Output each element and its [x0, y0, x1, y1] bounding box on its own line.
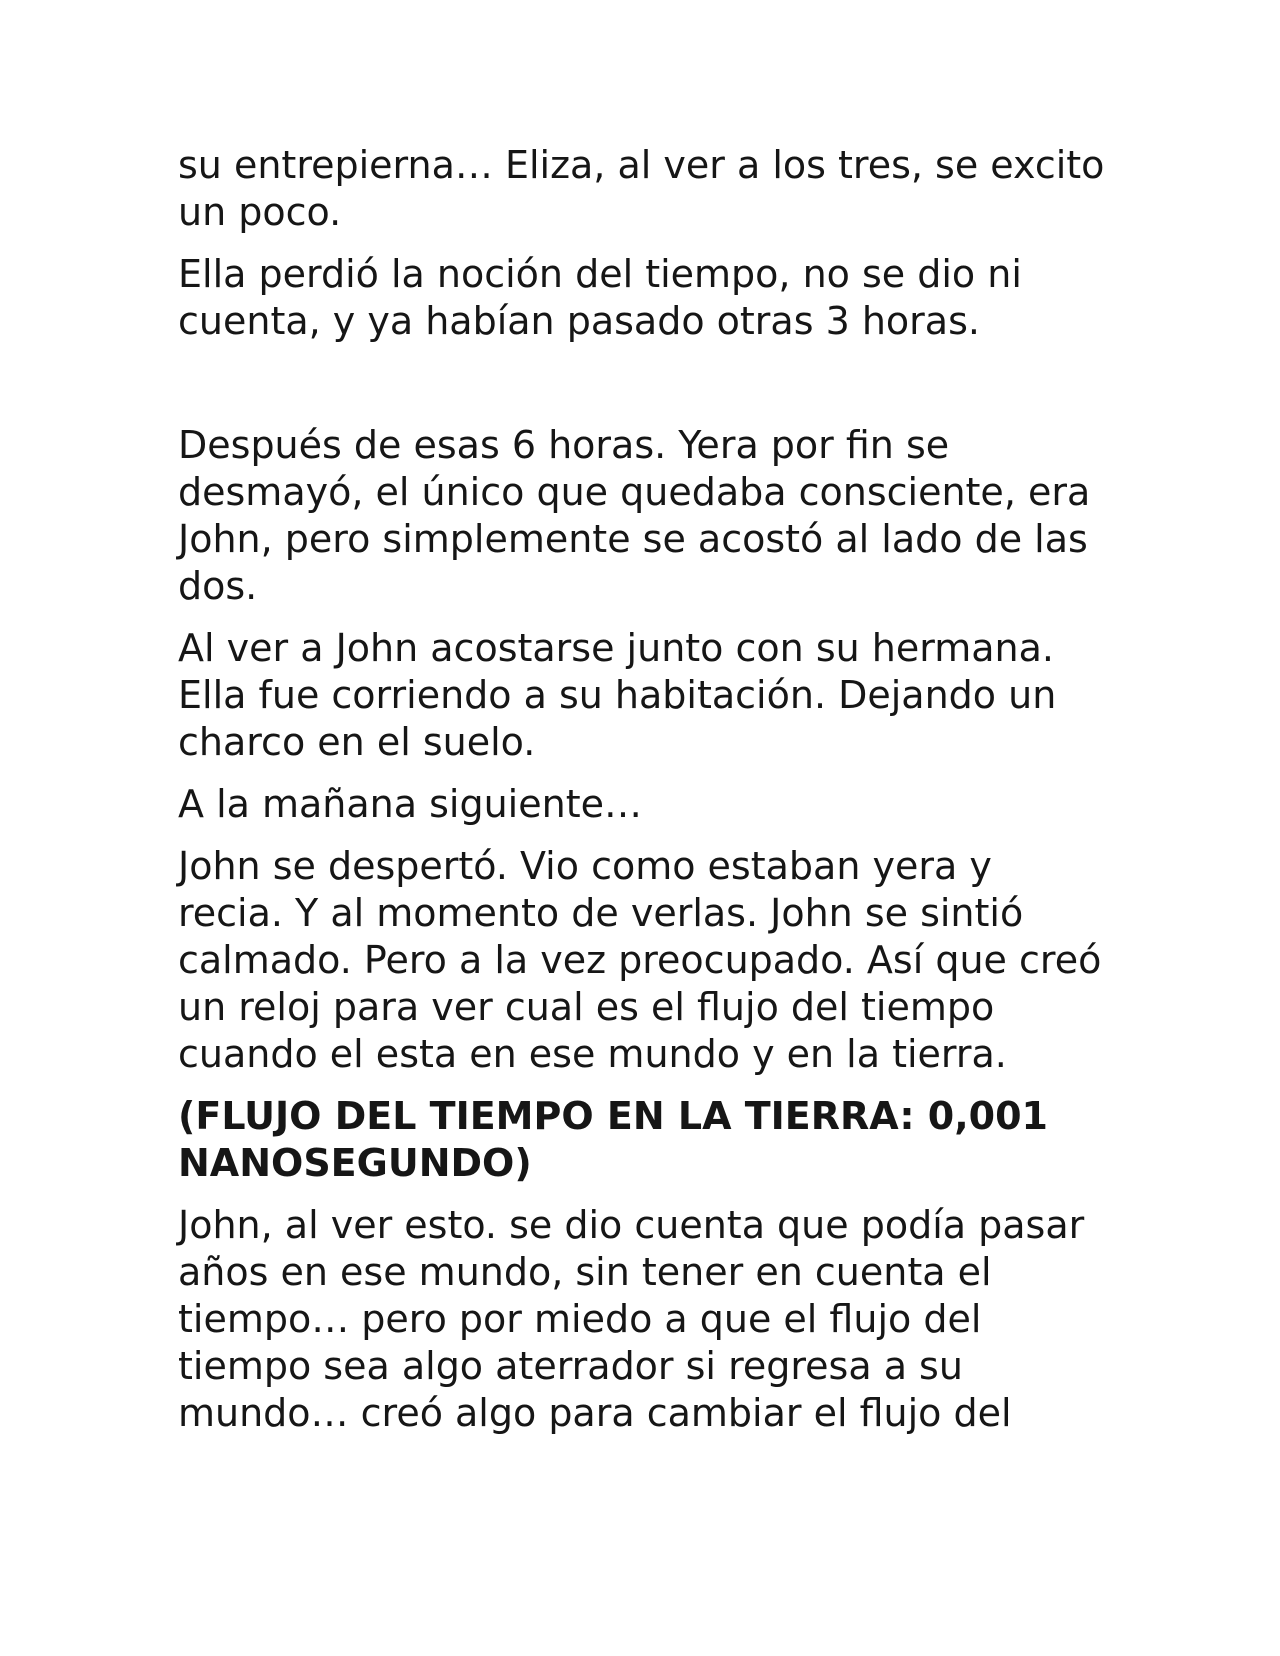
paragraph-6: John se despertó. Vio como estaban yera y recia. Y al momento de verlas. John se sintió calmado. Pero a la vez preocupado. Así que creó un reloj para ver cual es el flujo del tiempo cuando el esta en ese mundo y en la tierra.	[178, 844, 1102, 1076]
paragraph-3: Después de esas 6 horas. Yera por fin se desmayó, el único que quedaba consciente, era John, pero simplemente se acostó al lado de las dos.	[178, 423, 1091, 608]
paragraph-1: su entrepierna… Eliza, al ver a los tres, se excito un poco.	[178, 143, 1105, 234]
paragraph-4: Al ver a John acostarse junto con su hermana. Ella fue corriendo a su habitación. Dejando un charco en el suelo.	[178, 626, 1057, 764]
paragraph-5: A la mañana siguiente…	[178, 782, 642, 826]
bold-paragraph-time-flow: (FLUJO DEL TIEMPO EN LA TIERRA: 0,001 NANOSEGUNDO)	[178, 1094, 1048, 1185]
paragraph-2: Ella perdió la noción del tiempo, no se dio ni cuenta, y ya habían pasado otras 3 horas.	[178, 252, 1022, 343]
document-page	[178, 142, 1108, 1452]
paragraph-8: John, al ver esto. se dio cuenta que podía pasar años en ese mundo, sin tener en cuenta el tiempo… pero por miedo a que el flujo del tiempo sea algo aterrador si regresa a su mundo… creó algo para cambiar el flujo del	[178, 1203, 1085, 1435]
blank-line	[178, 360, 1108, 407]
